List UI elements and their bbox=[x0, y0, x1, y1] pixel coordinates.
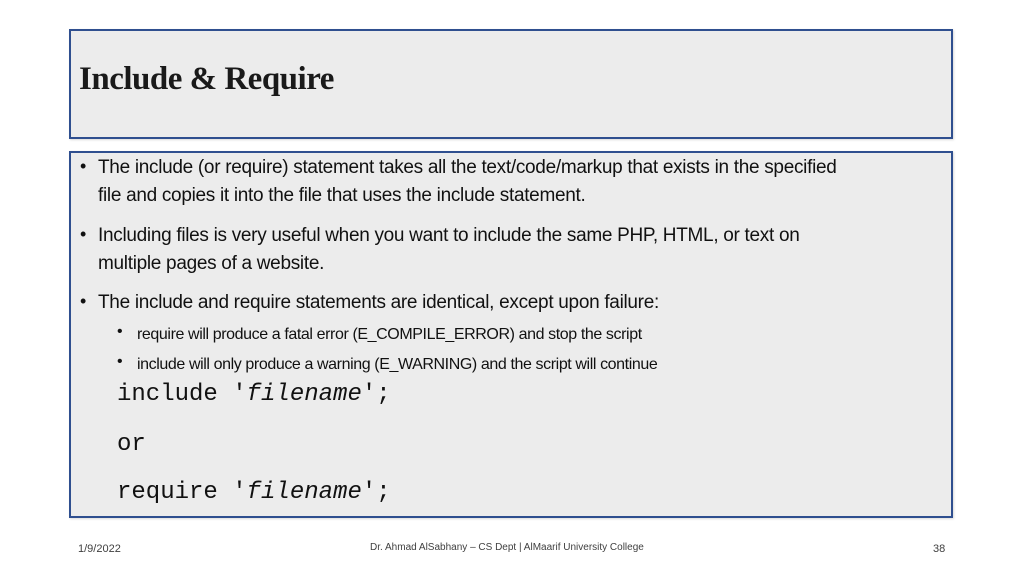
bullet-dot: • bbox=[80, 224, 87, 244]
sub-bullet-2: include will only produce a warning (E_WARNING) and the script will continue bbox=[137, 356, 658, 373]
footer-page-number: 38 bbox=[933, 543, 946, 555]
title-box bbox=[69, 29, 953, 139]
content-box bbox=[69, 151, 953, 518]
sub-bullet-1: require will produce a fatal error (E_COMPILE_ERROR) and stop the script bbox=[137, 326, 642, 343]
bullet-3-line-1: The include and require statements are identical, except upon failure: bbox=[98, 292, 659, 313]
bullet-1-line-1: The include (or require) statement takes all the text/code/markup that exists in the specified bbox=[98, 157, 837, 178]
code-require-arg: filename bbox=[246, 479, 362, 506]
code-include-keyword: include ' bbox=[117, 381, 247, 408]
footer-date: 1/9/2022 bbox=[78, 543, 121, 555]
code-require-end: '; bbox=[361, 479, 391, 506]
code-require-keyword: require ' bbox=[117, 479, 247, 506]
bullet-2-line-2: multiple pages of a website. bbox=[98, 253, 325, 274]
sub-bullet-dot: • bbox=[117, 353, 123, 370]
code-include bbox=[117, 381, 391, 408]
code-or: or bbox=[117, 431, 146, 458]
sub-bullet-dot: • bbox=[117, 323, 123, 340]
bullet-dot: • bbox=[80, 156, 87, 176]
code-include-end: '; bbox=[361, 381, 391, 408]
bullet-dot: • bbox=[80, 291, 87, 311]
bullet-1-line-2: file and copies it into the file that uses the include statement. bbox=[98, 185, 586, 206]
slide-title: Include & Require bbox=[79, 61, 334, 97]
bullet-2-line-1: Including files is very useful when you want to include the same PHP, HTML, or text on bbox=[98, 225, 800, 246]
code-require bbox=[117, 479, 391, 506]
code-include-arg: filename bbox=[246, 381, 362, 408]
footer-center: Dr. Ahmad AlSabhany – CS Dept | AlMaarif University College bbox=[370, 542, 644, 553]
